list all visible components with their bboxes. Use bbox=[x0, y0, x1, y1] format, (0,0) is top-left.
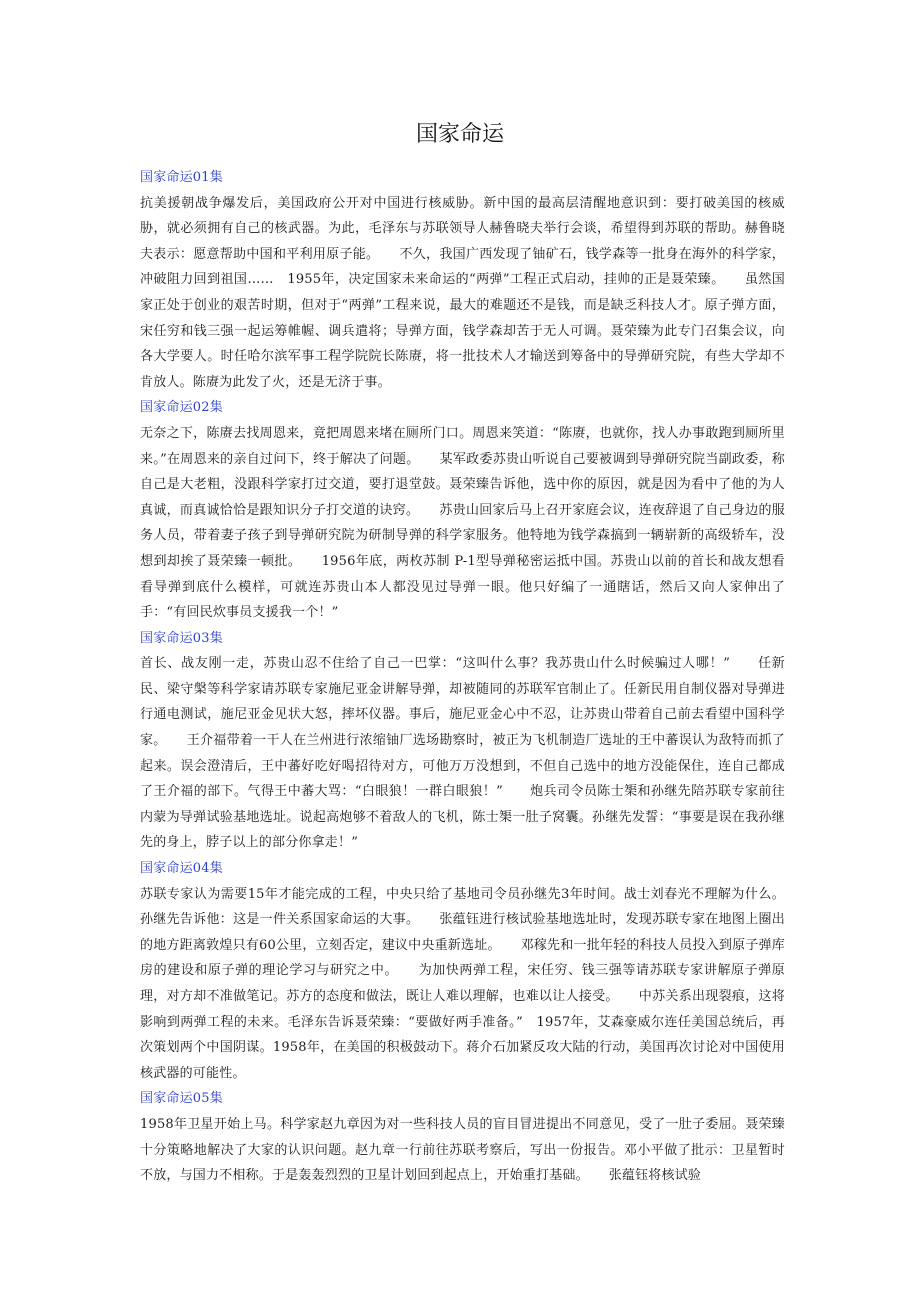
episode-body: 1958年卫星开始上马。科学家赵九章因为对一些科技人员的盲目冒进提出不同意见，受了一肚子委屈。聂荣臻十分策略地解决了大家的认识问题。赵九章一行前往苏联考察后，写出一份报告。邓小平做了批示：卫星暂时不放，与国力不相称。于是轰轰烈烈的卫星计划回到起点上，开始重打基础。 张蕴钰将核试验 bbox=[140, 1116, 785, 1184]
episode-heading: 国家命运02集 bbox=[140, 400, 223, 416]
episode-section bbox=[140, 165, 785, 395]
episode-body: 首长、战友刚一走，苏贵山忍不住给了自己一巴掌：“这叫什么事？我苏贵山什么时候骗过人哪！” 任新民、梁守槃等科学家请苏联专家施尼亚金讲解导弹，却被随同的苏联军官制止了。任新民用自制仪器对导弹进行通电测试，施尼亚金见状大怒，摔坏仪器。事后，施尼亚金心中不忍，让苏贵山带着自己前去看望中国科学家。 王介福带着一干人在兰州进行浓缩铀厂选场勘察时，被正为飞机制造厂选址的王中蕃误认为敌特而抓了起来。误会澄清后，王中蕃好吃好喝招待对方，可他万万没想到，不但自己选中的地方没能保住，连自己都成了王介福的部下。气得王中蕃大骂：“白眼狼！一群白眼狼！” 炮兵司令员陈士榘和孙继先陪苏联专家前往内蒙为导弹试验基地选址。说起高炮够不着敌人的飞机，陈士榘一肚子窝囊。孙继先发誓：“事要是误在我孙继先的身上，脖子以上的部分你拿走！” bbox=[140, 656, 785, 851]
episode-section bbox=[140, 1086, 785, 1188]
episode-heading: 国家命运05集 bbox=[140, 1091, 223, 1107]
episode-heading: 国家命运01集 bbox=[140, 170, 223, 185]
episode-heading: 国家命运04集 bbox=[140, 861, 223, 877]
episode-body: 无奈之下，陈赓去找周恩来，竟把周恩来堵在厕所门口。周恩来笑道：“陈赓，也就你，找人办事敢跑到厕所里来。”在周恩来的亲自过问下，终于解决了问题。 某军政委苏贵山听说自己要被调到导弹研究院当副政委，称自己是大老粗，没跟科学家打过交道，要打退堂鼓。聂荣臻告诉他，选中你的原因，就是因为看中了他的为人真诚，而真诚恰恰是跟知识分子打交道的诀窍。 苏贵山回家后马上召开家庭会议，连夜辞退了自己身边的服务人员，带着妻子孩子到导弹研究院为研制导弹的科学家服务。他特地为钱学森搞到一辆崭新的高级轿车，没想到却挨了聂荣臻一顿批。 1956年底，两枚苏制 P-1型导弹秘密运抵中国。苏贵山以前的首长和战友想看看导弹到底什么模样，可就连苏贵山本人都没见过导弹一眼。他只好编了一通瞎话，然后又向人家伸出了手：“有回民炊事员支援我一个！” bbox=[140, 425, 785, 621]
page-title: 国家命运 bbox=[415, 122, 504, 147]
episode-heading: 国家命运03集 bbox=[140, 630, 223, 646]
episode-section bbox=[140, 856, 785, 1086]
episode-body: 苏联专家认为需要15年才能完成的工程，中央只给了基地司令员孙继先3年时间。战士刘春光不理解为什么。孙继先告诉他：这是一件关系国家命运的大事。 张蕴钰进行核试验基地选址时，发现苏联专家在地图上圈出的地方距离敦煌只有60公里，立刻否定，建议中央重新选址。 邓稼先和一批年轻的科技人员投入到原子弹库房的建设和原子弹的理论学习与研究之中。 为加快两弹工程，宋任穷、钱三强等请苏联专家讲解原子弹原理，对方却不准做笔记。苏方的态度和做法，既让人难以理解，也难以让人接受。 中苏关系出现裂痕，这将影响到两弹工程的未来。毛泽东告诉聂荣臻：“要做好两手准备。” 1957年，艾森豪威尔连任美国总统后，再次策划两个中国阴谋。1958年，在美国的积极鼓动下。蒋介石加紧反攻大陆的行动，美国再次讨论对中国使用核武器的可能性。 bbox=[140, 886, 785, 1081]
episode-section bbox=[140, 626, 785, 856]
document-content bbox=[140, 165, 785, 1189]
episode-body: 抗美援朝战争爆发后，美国政府公开对中国进行核威胁。新中国的最高层清醒地意识到：要打破美国的核威胁，就必须拥有自己的核武器。为此，毛泽东与苏联领导人赫鲁晓夫举行会谈，希望得到苏联的帮助。赫鲁晓夫表示：愿意帮助中国和平利用原子能。 不久，我国广西发现了铀矿石，钱学森等一批身在海外的科学家，冲破阻力回到祖国…… 1955年，决定国家未来命运的“两弹”工程正式启动，挂帅的正是聂荣臻。 虽然国家正处于创业的艰苦时期，但对于“两弹”工程来说，最大的难题还不是钱，而是缺乏科技人才。原子弹方面，宋任穷和钱三强一起运筹帷幄、调兵遣将；导弹方面，钱学森却苦于无人可调。聂荣臻为此专门召集会议，向各大学要人。时任哈尔滨军事工程学院院长陈赓，将一批技术人才输送到筹备中的导弹研究院，有些大学却不肯放人。陈赓为此发了火，还是无济于事。 bbox=[140, 195, 785, 390]
episode-section bbox=[140, 395, 785, 625]
